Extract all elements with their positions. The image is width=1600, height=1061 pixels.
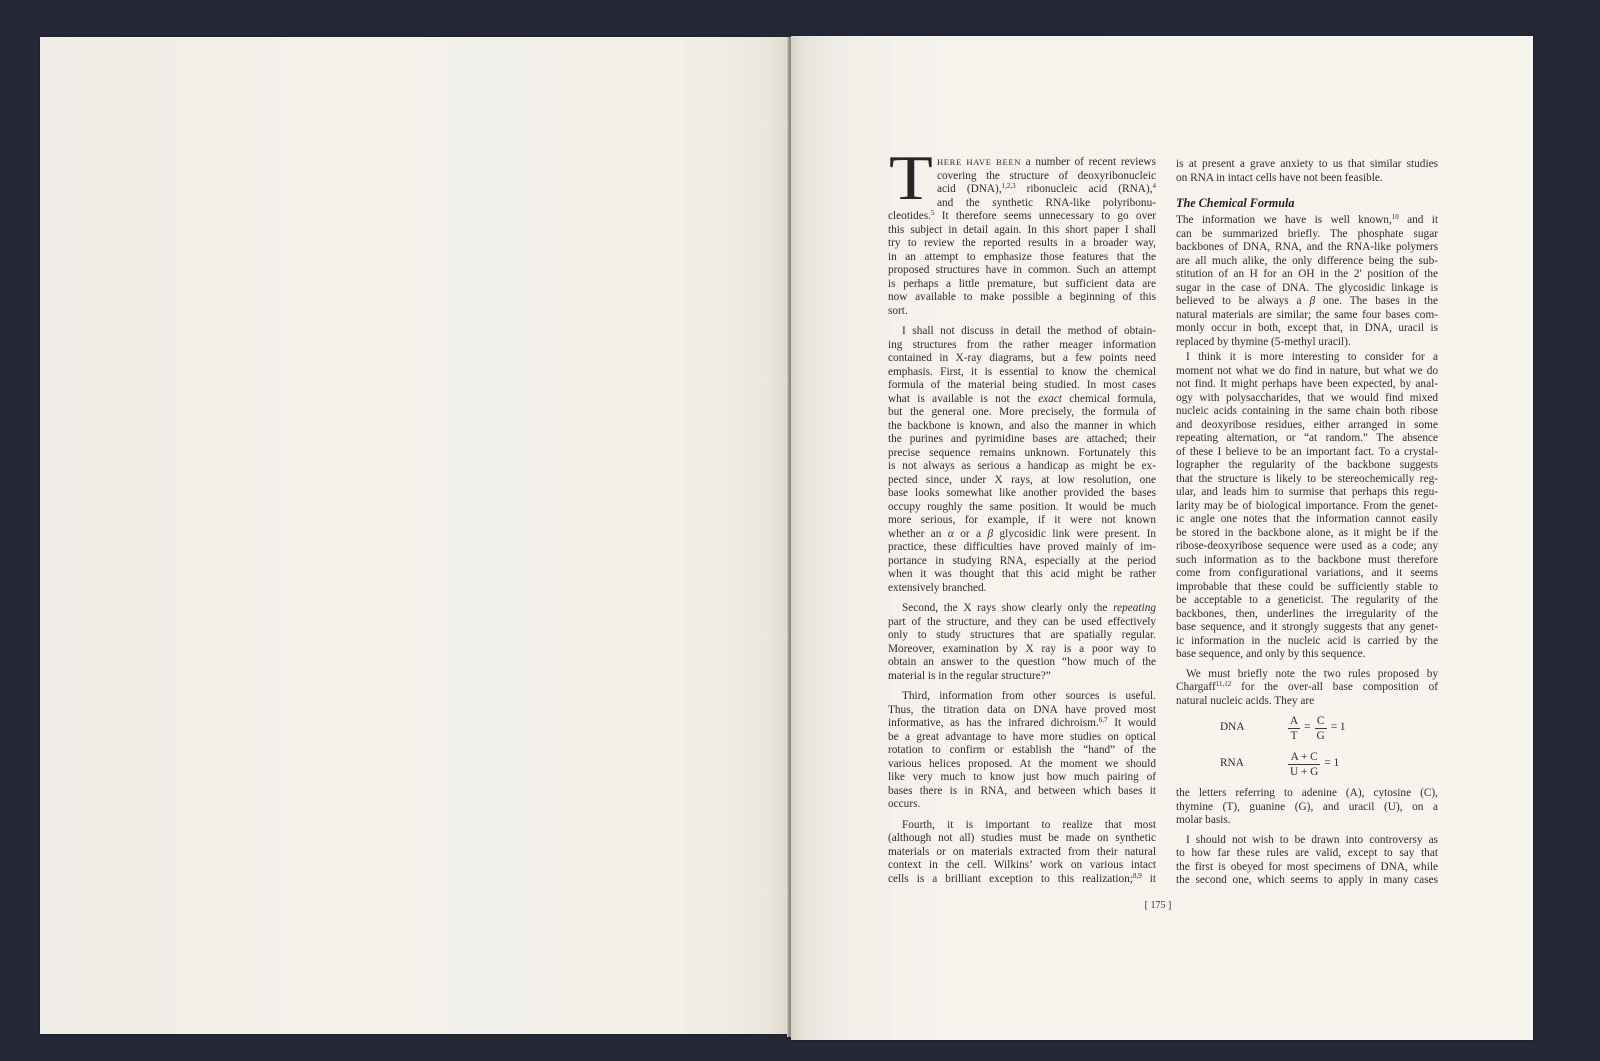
fraction [1288, 751, 1320, 778]
numerator: C [1316, 714, 1325, 727]
text-line: Thus, the titration data on DNA have proved most [888, 703, 1156, 716]
text-run: acid (DNA), [937, 183, 1002, 195]
text-line: be acceptable to a geneticist. The regularity of the [1176, 594, 1438, 606]
text-line: now available to make possible a beginning of this [888, 291, 1156, 303]
italic-run: repeating [1113, 602, 1156, 614]
text-line: proposed structures have in common. Such an attempt [888, 264, 1156, 276]
text-line: the second one, which seems to apply in many cases [1176, 874, 1438, 886]
text-line: try to review the reported results in a broader way, [888, 237, 1156, 249]
right-page [791, 36, 1533, 1040]
text-run: cells is a brilliant exception to this realization; [888, 872, 1133, 885]
text-line: on RNA in intact cells have not been feasible. [1176, 171, 1383, 184]
text-line: natural materials are similar; the same four bases com- [1176, 308, 1438, 321]
text-line: Third, information from other sources is useful. [902, 690, 1156, 702]
text-line: sugar in the case of DNA. The glycosidic linkage is [1176, 281, 1438, 294]
text-line: base sequence, and it strongly suggests that any genet- [1176, 621, 1438, 633]
equation-dna [1220, 710, 1350, 746]
text-line: covering the structure of deoxyribonucleic [937, 169, 1156, 182]
text-line: occurs. [888, 798, 921, 810]
reference-superscript: 1,2,3 [1001, 182, 1016, 190]
paragraph [888, 325, 1156, 595]
right-text-column [1176, 158, 1438, 888]
text-line [888, 717, 1156, 731]
text-line: portance in studying RNA, especially at the period [888, 554, 1156, 567]
text-line: but the general one. More precisely, the formula of [888, 406, 1156, 418]
text-run: It would [1107, 717, 1156, 729]
section-heading: The Chemical Formula [1176, 196, 1295, 210]
left-page [40, 37, 788, 1034]
denominator: T [1288, 728, 1300, 742]
text-line: the letters referring to adenine (A), cytosine (C), [1176, 787, 1438, 799]
denominator: U + G [1290, 765, 1319, 778]
paragraph [1176, 351, 1438, 662]
text-line: rotation to confirm or establish the “hand” of the [888, 744, 1156, 756]
text-line: only to study structures that are spatially regular. [888, 629, 1156, 641]
numerator: A [1290, 714, 1299, 727]
reference-superscript: 6,7 [1098, 716, 1108, 724]
paragraph [888, 690, 1156, 812]
numerator: A + C [1290, 750, 1318, 763]
text-line: this subject in detail again. In this short paper I shall [888, 223, 1156, 236]
paragraph [1176, 834, 1438, 888]
text-line: the backbone is known, and also the manner in which [888, 419, 1156, 432]
text-line [888, 602, 1156, 616]
chargaff-equations [1176, 708, 1438, 787]
text-run: The information we have is well known, [1176, 214, 1392, 226]
text-line: (although not all) studies must be made on synthetic [888, 832, 1156, 844]
text-line: more serious, for example, if it were not known [888, 514, 1156, 526]
text-line: of these I believe to be an important fact. To a crystal- [1176, 445, 1438, 458]
text-line [1176, 214, 1438, 228]
drop-cap: T [889, 142, 933, 213]
text-line: nucleic acids containing in the same chain both ribose [1176, 405, 1438, 417]
text-line: Moreover, examination by X ray is a poor way to [888, 642, 1156, 655]
italic-run: α [947, 527, 954, 540]
text-run: chemical formula, [1061, 392, 1156, 405]
text-run: ribonucleic acid (RNA), [1015, 183, 1153, 195]
text-line: lographer the regularity of the backbone suggests [1176, 459, 1438, 471]
paragraph [1176, 668, 1438, 709]
equation-result: = 1 [1324, 757, 1340, 770]
text-line: occupy roughly the same position. It would be much [888, 500, 1156, 513]
text-run: a number of recent reviews [1021, 156, 1156, 168]
text-line: I think it is more interesting to consider for a [1186, 351, 1438, 363]
text-line: be a great advantage to have more studies on optical [888, 730, 1156, 743]
text-run: what is available is not the [888, 392, 1039, 405]
equals-sign: = [1304, 721, 1311, 734]
text-line: can be summarized briefly. The phosphate sugar [1176, 227, 1438, 240]
text-line: is at present a grave anxiety to us that similar studies [1176, 158, 1438, 170]
text-line: improbable that these could be sufficiently stable to [1176, 580, 1438, 593]
paragraph [888, 602, 1156, 683]
text-line: ribose-deoxyribose sequence were used as a code; any [1176, 540, 1438, 552]
paragraph [1176, 158, 1438, 185]
text-line: are all much alike, the only difference being the sub- [1176, 254, 1438, 267]
text-line: I should not wish to be drawn into controversy as [1186, 833, 1438, 846]
text-line: be stored in the backbone alone, as it might be if the [1176, 526, 1438, 539]
text-line: in an attempt to emphasize those features that the [888, 250, 1156, 263]
text-line: base sequence, and only by this sequence. [1176, 648, 1366, 660]
text-line [888, 873, 1156, 887]
italic-run: β [1309, 295, 1316, 307]
text-line [1176, 681, 1438, 695]
text-line: such information as to the backbone must therefore [1176, 553, 1438, 566]
text-run: for the over-all base composition of [1231, 681, 1438, 693]
text-line: replaced by thymine (5-methyl uracil). [1176, 335, 1351, 348]
text-line: ogy with polysaccharides, that we would find mixed [1176, 391, 1438, 404]
text-line: and the synthetic RNA-like polyribonu- [937, 196, 1156, 209]
text-line: material is in the regular structure?” [888, 669, 1051, 682]
text-line: is not always as serious a handicap as might be ex- [888, 460, 1156, 472]
text-run: and it [1398, 214, 1438, 226]
text-line: formula of the material being studied. In most cases [888, 379, 1156, 391]
fraction [1288, 715, 1300, 742]
text-line: is perhaps a little premature, but sufficient data are [888, 277, 1156, 290]
text-line: when it was thought that this acid might be rather [888, 568, 1156, 580]
italic-run: β [987, 527, 994, 540]
equation-label: RNA [1220, 757, 1244, 770]
text-line: extensively branched. [888, 581, 987, 594]
text-line: the purines and pyrimidine bases are attached; their [888, 433, 1156, 445]
text-line: not find. It might perhaps have been expected, by anal- [1176, 378, 1438, 390]
text-line: backbones of DNA, RNA, and the RNA-like polymers [1176, 241, 1438, 253]
fraction [1315, 715, 1327, 742]
text-line: emphasis. First, it is essential to know the chemical [888, 365, 1156, 378]
text-line [888, 528, 1156, 542]
text-line: ic information in the nucleic acid is carried by the [1176, 634, 1438, 647]
text-line: I shall not discuss in detail the method of obtain- [902, 325, 1156, 337]
text-line: larity may be of biological importance. From the genet- [1176, 499, 1438, 512]
text-run: cleotides. [888, 210, 931, 222]
text-line: pected since, under X rays, at low resolution, one [888, 473, 1156, 486]
reference-superscript: 4 [1152, 182, 1156, 190]
page-number: [ 175 ] [1144, 900, 1172, 911]
small-caps-run: HERE HAVE BEEN [937, 157, 1022, 167]
paragraph [1176, 214, 1438, 349]
reference-superscript: 8,9 [1132, 871, 1142, 880]
text-line: precise sequence remains unknown. Fortunately this [888, 446, 1156, 459]
text-run: believed to be always a [1176, 295, 1310, 307]
text-run: whether an [888, 527, 948, 540]
text-line: backbones, then, underlines the irregularity of the [1176, 607, 1438, 620]
reference-superscript: 5 [930, 209, 935, 217]
text-line: sort. [888, 304, 908, 317]
text-line: bases there is in RNA, and between which bases it [888, 784, 1156, 797]
text-line: and deoxyribose residues, either arranged in some [1176, 418, 1438, 431]
text-line: ular, and leads him to surmise that perhaps this regu- [1176, 486, 1438, 498]
text-line: that the structure is likely to be stereochemically reg- [1176, 472, 1438, 485]
text-line: Fourth, it is important to realize that most [902, 818, 1156, 831]
text-line: We must briefly note the two rules proposed by [1186, 667, 1438, 680]
text-line: contained in X-ray diagrams, but a few points need [888, 352, 1156, 364]
text-run: informative, as has the infrared dichroism. [888, 717, 1099, 729]
text-line: practice, these difficulties have proved mainly of im- [888, 541, 1156, 553]
denominator: G [1316, 729, 1325, 742]
text-line: molar basis. [1176, 814, 1231, 826]
reference-superscript: 10 [1391, 213, 1399, 221]
left-text-column [888, 142, 1156, 886]
text-run: It therefore seems unnecessary to go over [934, 210, 1156, 222]
equation-result: = 1 [1330, 721, 1346, 734]
text-run: or a [953, 527, 988, 540]
text-run: it [1141, 872, 1156, 885]
equation-label: DNA [1220, 721, 1245, 734]
equation-rna [1220, 746, 1343, 782]
text-line: monly occur in both, except that, in DNA, uracil is [1176, 322, 1438, 334]
text-line: stitution of an H for an OH in the 2′ position of the [1176, 268, 1438, 280]
text-line: moment not what we do find in nature, but what we do [1176, 364, 1438, 377]
text-line: part of the structure, and they can be used effectively [888, 615, 1156, 628]
text-line: base looks somewhat like another provided the bases [888, 487, 1156, 499]
text-line: natural nucleic acids. They are [1176, 694, 1315, 707]
text-line: the first is obeyed for most specimens of DNA, while [1176, 860, 1438, 873]
text-run: Second, the X rays show clearly only the [902, 602, 1114, 614]
text-line [888, 393, 1156, 407]
text-line: to how far these rules are valid, except to say that [1176, 847, 1438, 859]
text-line: context in the cell. Wilkins’ work on various intact [888, 859, 1156, 871]
text-line: thymine (T), guanine (G), and uracil (U), on a [1176, 800, 1438, 813]
text-line: materials or on materials extracted from their natural [888, 845, 1156, 858]
text-line: like very much to know just how much pairing of [888, 771, 1156, 783]
italic-run: exact [1038, 392, 1062, 405]
text-run: Chargaff [1176, 681, 1216, 693]
text-run: one. The bases in the [1315, 295, 1438, 307]
text-line: ing structures from the rather meager information [888, 338, 1156, 351]
paragraph [1176, 787, 1438, 828]
text-line: repeating alternation, or “at random.” The absence [1176, 432, 1438, 444]
text-line: obtain an answer to the question “how much of the [888, 656, 1156, 668]
text-line: various helices proposed. At the moment we should [888, 757, 1156, 770]
text-run: glycosidic link were present. In [993, 527, 1156, 540]
reference-superscript: 11,12 [1215, 680, 1232, 688]
text-line: come from configurational variations, and it seems [1176, 567, 1438, 579]
paragraph [888, 819, 1156, 887]
text-line [1176, 295, 1438, 309]
text-line: ic angle one notes that the information cannot easily [1176, 513, 1438, 525]
